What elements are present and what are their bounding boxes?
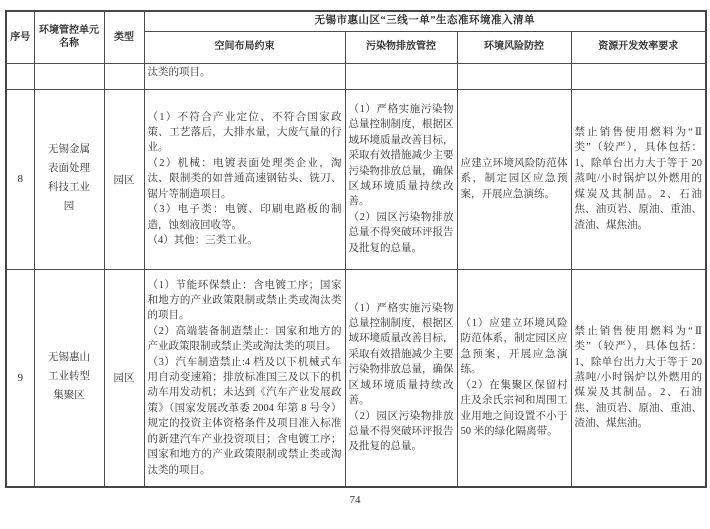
header-spatial: 空间布局约束: [144, 31, 345, 63]
cell-row9-risk: [457, 269, 571, 487]
table-title: 无锡市惠山区“三线一单”生态准环境准入清单: [144, 11, 706, 31]
paragraph: （3）汽车制造禁止:4 档及以下机械式车用自动变速箱；排放标准国三及以下的机动车用发动机；未达到《汽车产业发展政策》（国家发展改革委 2004 年第 8 号令）规定的投资主体资格条件及项目准入标准的新建汽车产业投资项目；含电镀工序；国家和地方的产业政策限制或禁止类或淘汰类的项目。: [147, 356, 342, 476]
header-risk: 环境风险防控: [457, 31, 571, 63]
table-row: [6, 89, 706, 269]
paragraph: （4）其他：三类工业。: [147, 234, 258, 246]
cell-row8-no: 8: [6, 89, 34, 269]
cell-row9-spatial: [144, 269, 345, 487]
table-row: [6, 269, 706, 487]
cell-row9-no: 9: [6, 269, 34, 487]
cell-row8-resource: [571, 89, 706, 269]
cell-row8-spatial: [144, 89, 345, 269]
cell-row8-type: 园区: [104, 89, 144, 269]
paragraph: （3）电子类：电镀、印刷电路板的制造，蚀刻液回收等。: [147, 204, 342, 231]
cell-carryover-type: [104, 63, 144, 89]
cell-row9-resource: [571, 269, 706, 487]
cell-carryover-no: [6, 63, 34, 89]
cell-row8-name: 无锡金属表面处理科技工业园: [34, 89, 104, 269]
cell-carryover-risk: [457, 63, 571, 89]
paragraph: （1）节能环保禁止：含电镀工序；国家和地方的产业政策限制或禁止类或淘汰类的项目。: [147, 279, 342, 322]
cell-row9-name: 无锡惠山工业转型集聚区: [34, 269, 104, 487]
paragraph: 应建立环境风险防范体系，制定园区应急预案，开展应急演练。: [460, 157, 568, 200]
cell-row8-risk: [457, 89, 571, 269]
header-unit-name: 环境管控单元名称: [34, 11, 104, 63]
header-type: 类型: [104, 11, 144, 63]
paragraph: 禁止销售使用燃料为“Ⅱ类”（较严），具体包括：1、除单台出力大于等于 20 蒸吨/小时锅炉以外燃用的煤炭及其制品。2、石油焦、油页岩、原油、重油、渣油、煤焦油。: [574, 127, 702, 231]
admission-list-table: [5, 10, 707, 488]
paragraph: （1）不符合产业定位、不符合国家政策、工艺落后，大排水量，大废气量的行业。: [147, 111, 342, 154]
header-pollution: 污染物排放管控: [345, 31, 457, 63]
paragraph: （2）高端装备制造禁止：国家和地方的产业政策限制或禁止类或淘汰类的项目。: [147, 325, 342, 353]
header-serial: 序号: [6, 11, 34, 63]
paragraph: （2）机械：电镀表面处理类企业，淘汰、限制类的如普通高速钢钻头、铣刀、锯片等制造项目。: [147, 157, 342, 200]
paragraph: 禁止销售使用燃料为“Ⅱ类”（较严），具体包括：1、除单台出力大于等于 20 蒸吨/小时锅炉以外燃用的煤炭及其制品。2、石油焦、油页岩、原油、重油、渣油、煤焦油。: [574, 325, 702, 430]
cell-row9-pollution: [345, 269, 457, 487]
paragraph: （1）应建立环境风险防范体系，制定园区应急预案，开展应急演练。: [460, 318, 568, 376]
paragraph: （1）严格实施污染物总量控制制度，根据区域环境质量改善目标，采取有效措施减少主要污染物排放总量，确保区域环境质量持续改善。: [348, 302, 454, 407]
paragraph: （2）园区污染物排放总量不得突破环评报告及批复的总量。: [348, 211, 454, 254]
cell-row9-type: 园区: [104, 269, 144, 487]
paragraph: （2）在集聚区保留村庄及余氏宗祠和周围工业用地之间设置不小于 50 米的绿化隔离带。: [460, 379, 568, 438]
cell-carryover-spatial: 汰类的项目。: [144, 63, 345, 89]
paragraph: （1）严格实施污染物总量控制制度，根据区域环境质量改善目标，采取有效措施减少主要污染物排放总量，确保区域环境质量持续改善。: [348, 103, 454, 208]
paragraph: （2）园区污染物排放总量不得突破环评报告及批复的总量。: [348, 410, 454, 453]
header-resource: 资源开发效率要求: [571, 31, 706, 63]
cell-row8-pollution: [345, 89, 457, 269]
cell-carryover-name: [34, 63, 104, 89]
cell-carryover-pollution: [345, 63, 457, 89]
carryover-row: [6, 63, 706, 89]
page-number: 74: [349, 494, 361, 506]
cell-carryover-resource: [571, 63, 706, 89]
header-row-1: [6, 11, 706, 31]
